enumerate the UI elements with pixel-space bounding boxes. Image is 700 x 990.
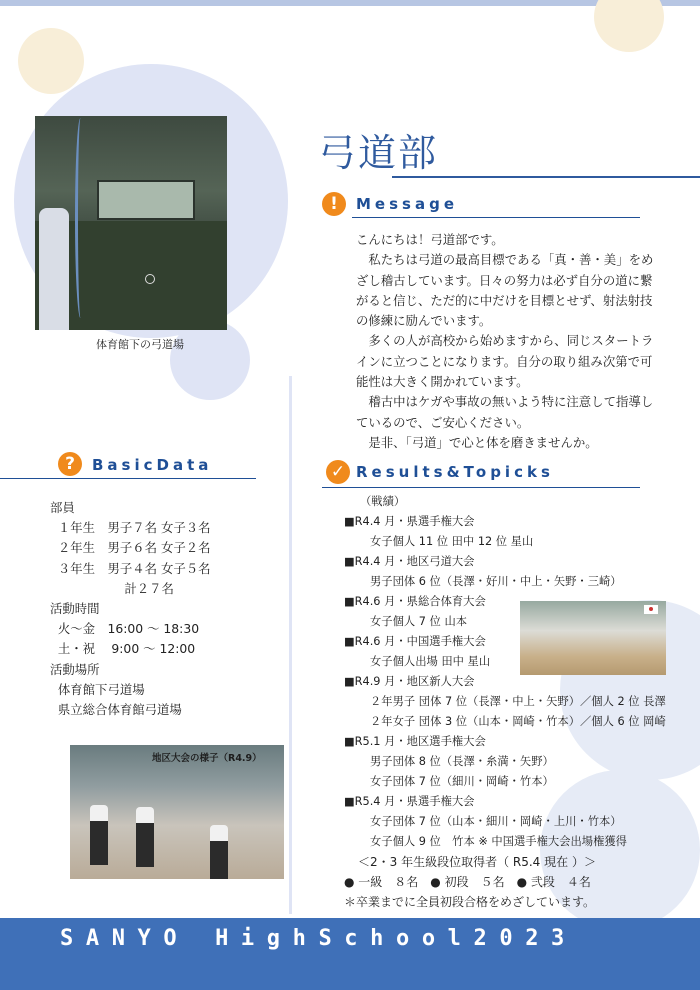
event-title: ■R4.6 月・中国選手権大会 <box>344 635 486 648</box>
event-title: ■R4.4 月・地区弓道大会 <box>344 555 475 568</box>
basicdata-line: 計２７名 <box>50 580 174 596</box>
basicdata-line: 体育館下弓道場 <box>50 681 145 697</box>
basicdata-heading: BasicData <box>92 456 213 474</box>
event-title: ■R5.1 月・地区選手権大会 <box>344 735 486 748</box>
grade-holders-heading: ＜2・3 年生級段位取得者（ R5.4 現在 ）＞ <box>358 855 596 869</box>
results-list <box>344 492 694 912</box>
message-body <box>356 230 656 453</box>
photo-bow <box>75 118 86 318</box>
message-paragraph: 是非、「弓道」で心と体を磨きませんか。 <box>356 434 598 450</box>
message-paragraph: 私たちは弓道の最高目標である「真・善・美」をめざし稽古しています。日々の努力は必ず自分の道に繋がると信じ、ただ的に中だけを目標とせず、射法射技の修練に励んでいます。 <box>356 252 654 329</box>
dojo-photo-caption: 体育館下の弓道場 <box>96 338 184 351</box>
photo-archer <box>136 819 154 867</box>
message-underline <box>352 217 640 218</box>
decor-circle <box>170 320 250 400</box>
column-divider <box>289 376 292 914</box>
basicdata-line: 部員 <box>50 500 75 515</box>
photo-archer-shirt <box>210 825 228 841</box>
results-heading: Results&Topicks <box>356 463 554 481</box>
photo-archer <box>39 208 69 330</box>
event-title: ■R5.4 月・県選手権大会 <box>344 795 475 808</box>
event-result: ２年男子 団体 7 位（長澤・中上・矢野）／個人 2 位 長澤 <box>370 695 666 708</box>
decor-circle <box>18 28 84 94</box>
message-paragraph: こんにちは！弓道部です。 <box>356 232 504 247</box>
event-title: ■R4.9 月・地区新人大会 <box>344 675 475 688</box>
dan-counts: ● 一級 ８名 ● 初段 ５名 ● 弐段 ４名 <box>344 875 591 889</box>
photo-window <box>97 180 195 220</box>
event-title: ■R4.6 月・県総合体育大会 <box>344 595 486 608</box>
message-paragraph: 多くの人が高校から始めますから、同じスタートラインに立つことになります。自分の取り組み次第で可能性は大きく開かれています。 <box>356 333 654 390</box>
tournament-photo-caption: 地区大会の様子（R4.9） <box>152 753 262 764</box>
basicdata-line: 土・祝 9:00 ～ 12:00 <box>50 641 196 657</box>
event-title: ■R4.4 月・県選手権大会 <box>344 515 475 528</box>
decor-circle <box>594 0 664 52</box>
footer-band <box>0 918 700 990</box>
basicdata-underline <box>0 478 256 479</box>
event-result: 女子個人出場 田中 星山 <box>370 655 491 668</box>
basicdata-line: 火～金 16:00 ～ 18:30 <box>50 621 200 637</box>
tournament-photo <box>70 745 284 879</box>
event-result: 女子個人 9 位 竹本 ※ 中国選手権大会出場権獲得 <box>370 835 627 848</box>
message-heading: Message <box>356 195 458 213</box>
title-underline <box>392 176 700 178</box>
basicdata-line: 活動場所 <box>50 661 100 677</box>
photo-archer-shirt <box>90 805 108 821</box>
dojo-photo <box>35 116 227 330</box>
question-icon: ? <box>58 452 82 476</box>
goal-note: ＊卒業までに全員初段合格をめざしています。 <box>344 895 596 909</box>
basicdata-line: 県立総合体育館弓道場 <box>50 702 182 718</box>
event-result: 男子団体 6 位（長澤・好川・中上・矢野・三崎） <box>370 575 622 588</box>
event-result: 女子団体 7 位（細川・岡崎・竹本） <box>370 775 554 788</box>
basicdata-line: １年生 男子７名 女子３名 <box>50 520 211 536</box>
basicdata-line: 活動時間 <box>50 601 100 617</box>
exclamation-icon: ! <box>322 192 346 216</box>
page-title: 弓道部 <box>318 131 439 175</box>
message-paragraph: 稽古中はケガや事故の無いよう特に注意して指導しているので、ご安心ください。 <box>356 394 654 430</box>
results-underline <box>322 487 640 488</box>
photo-archer-shirt <box>136 807 154 823</box>
event-result: 女子個人 11 位 田中 12 位 星山 <box>370 535 534 548</box>
event-result: 男子団体 8 位（長澤・糸満・矢野） <box>370 755 554 768</box>
check-icon: ✓ <box>326 460 350 484</box>
basicdata-line: ２年生 男子６名 女子２名 <box>50 540 211 556</box>
photo-archer <box>210 837 228 879</box>
photo-archer <box>90 817 108 865</box>
photo-target <box>145 274 155 284</box>
event-result: ２年女子 団体 3 位（山本・岡崎・竹本）／個人 6 位 岡崎 <box>370 715 666 728</box>
event-result: 女子個人 7 位 山本 <box>370 615 468 628</box>
basicdata-list <box>50 498 280 720</box>
basicdata-line: ３年生 男子４名 女子５名 <box>50 560 211 576</box>
event-result: 女子団体 7 位（山本・細川・岡崎・上川・竹本） <box>370 815 622 828</box>
footer-text: SANYO HighSchool2023 <box>60 926 577 951</box>
results-label: （戦績） <box>360 495 406 508</box>
